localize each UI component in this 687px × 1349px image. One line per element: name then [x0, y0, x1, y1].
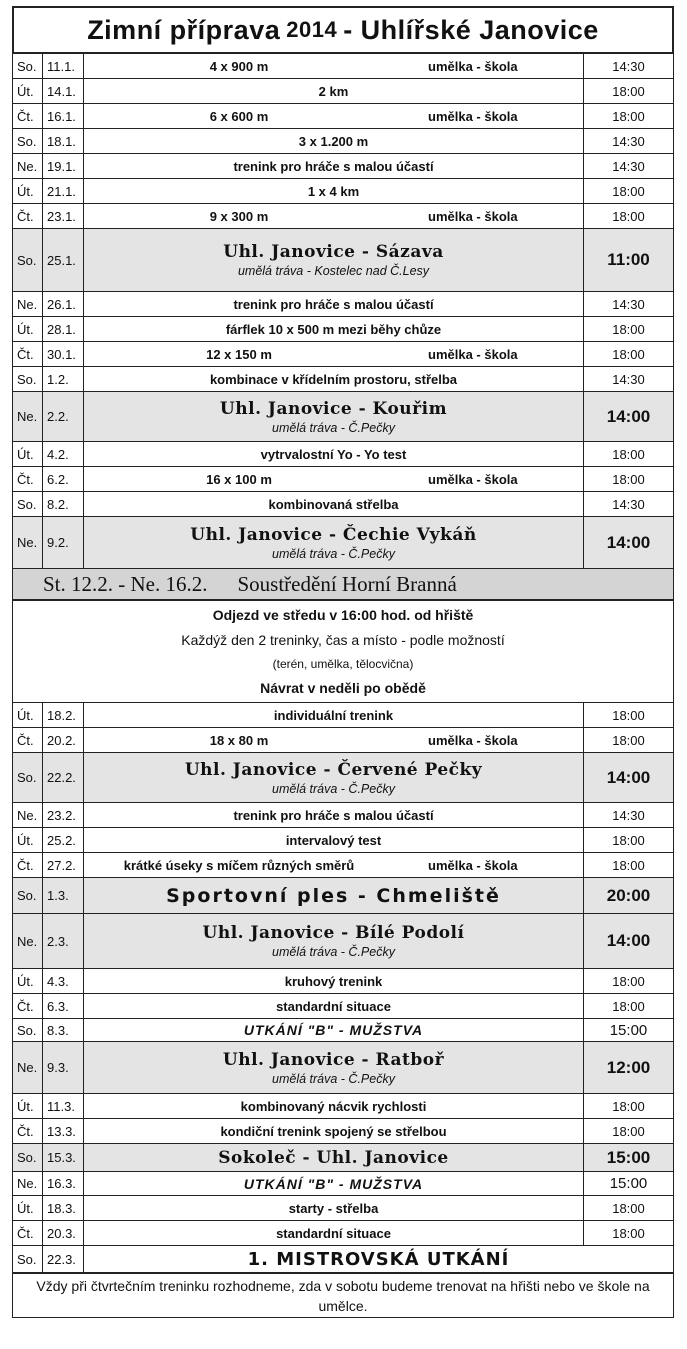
day-cell: So.	[13, 1144, 43, 1171]
activity-label: 1 x 4 km	[307, 183, 360, 199]
training-row	[12, 442, 674, 467]
time-cell: 11:00	[607, 250, 650, 269]
group-february-3	[12, 803, 674, 878]
activity-label: standardní situace	[276, 1225, 391, 1241]
date-cell: 2.2.	[43, 392, 84, 441]
activity-cell	[84, 129, 584, 153]
time-cell: 14:00	[606, 532, 651, 552]
training-row	[12, 54, 674, 79]
match-cell	[84, 229, 584, 291]
activity-cell	[84, 1196, 584, 1220]
group-january-1	[12, 54, 674, 229]
activity-label: trenink pro hráče s malou účastí	[233, 807, 434, 823]
training-row	[12, 367, 674, 392]
time-cell: 18:00	[612, 973, 645, 989]
camp-places: (terén, umělka, tělocvična)	[272, 656, 414, 671]
training-row	[12, 1094, 674, 1119]
time-cell: 14:00	[606, 406, 651, 426]
day-cell: Ne.	[13, 803, 43, 827]
ball-title: Sportovní ples - Chmeliště	[84, 878, 584, 913]
activity-cell	[84, 79, 584, 103]
time-cell: 18:00	[612, 1098, 645, 1114]
date-cell: 4.3.	[43, 969, 84, 993]
date-cell: 19.1.	[43, 154, 84, 178]
match-row	[12, 753, 674, 803]
venue-label: umělka - škola	[428, 108, 518, 124]
activity-cell	[84, 703, 584, 727]
date-cell: 9.2.	[43, 517, 84, 568]
day-cell: Ne.	[13, 1042, 43, 1093]
date-cell: 25.2.	[43, 828, 84, 852]
day-cell: So.	[13, 229, 43, 291]
activity-cell	[84, 1221, 584, 1245]
footer-note: Vždy při čtvrtečním treninku rozhodneme, zda v sobotu budeme trenovat na hřišti nebo ve škole na umělce.	[12, 1274, 674, 1318]
activity-cell	[84, 1119, 584, 1143]
date-cell: 14.1.	[43, 79, 84, 103]
camp-return: Návrat v neděli po obědě	[260, 679, 426, 696]
venue-label: umělka - škola	[428, 732, 518, 748]
training-row	[12, 969, 674, 994]
training-row	[12, 467, 674, 492]
group-march-2	[12, 1094, 674, 1144]
day-cell: So.	[13, 492, 43, 516]
day-cell: Ne.	[13, 517, 43, 568]
day-cell: So.	[13, 54, 43, 78]
match-location: umělá tráva - Č.Pečky	[272, 945, 395, 959]
time-cell: 14:30	[612, 371, 645, 387]
activity-cell	[84, 969, 584, 993]
activity-cell	[84, 803, 584, 827]
time-cell: 18:00	[612, 1123, 645, 1139]
day-cell: Ne.	[13, 1172, 43, 1195]
title-year: 2014	[286, 17, 338, 42]
match-cell	[84, 753, 584, 802]
b-team-match: UTKÁNÍ "B" - MUŽSTVA	[84, 1172, 584, 1195]
match-title: Sokoleč - Uhl. Janovice	[218, 1147, 449, 1168]
activity-label: starty - střelba	[288, 1200, 379, 1216]
day-cell: Čt.	[13, 204, 43, 228]
activity-cell	[84, 467, 584, 491]
date-cell: 25.1.	[43, 229, 84, 291]
day-cell: Čt.	[13, 342, 43, 366]
date-cell: 20.2.	[43, 728, 84, 752]
venue-label: umělka - škola	[428, 857, 518, 873]
day-cell: Út.	[13, 79, 43, 103]
match-row	[12, 392, 674, 442]
day-cell: So.	[13, 1019, 43, 1041]
activity-cell	[84, 54, 584, 78]
date-cell: 15.3.	[43, 1144, 84, 1171]
group-february-2	[12, 703, 674, 753]
match-row	[12, 229, 674, 292]
time-cell: 18:00	[612, 346, 645, 362]
training-row	[12, 129, 674, 154]
activity-label: 4 x 900 m	[209, 58, 269, 74]
training-row	[12, 1221, 674, 1246]
activity-cell	[84, 104, 584, 128]
time-cell: 15:00	[609, 1021, 648, 1039]
date-cell: 23.1.	[43, 204, 84, 228]
activity-label: kruhový trenink	[284, 973, 383, 989]
training-row	[12, 994, 674, 1019]
day-cell: Čt.	[13, 728, 43, 752]
date-cell: 16.3.	[43, 1172, 84, 1195]
training-row	[12, 828, 674, 853]
match-cell	[84, 517, 584, 568]
date-cell: 4.2.	[43, 442, 84, 466]
camp-info	[12, 601, 674, 703]
date-cell: 21.1.	[43, 179, 84, 203]
match-row	[12, 1042, 674, 1094]
date-cell: 27.2.	[43, 853, 84, 877]
date-cell: 8.3.	[43, 1019, 84, 1041]
day-cell: Út.	[13, 317, 43, 341]
match-cell	[84, 392, 584, 441]
time-cell: 14:30	[612, 133, 645, 149]
time-cell: 18:00	[612, 732, 645, 748]
match-title: Uhl. Janovice - Ratboř	[222, 1049, 445, 1070]
training-row	[12, 154, 674, 179]
time-cell: 18:00	[612, 108, 645, 124]
training-row	[12, 292, 674, 317]
title-place: - Uhlířské Janovice	[343, 14, 599, 45]
activity-label: trenink pro hráče s malou účastí	[233, 158, 434, 174]
camp-title: Soustředění Horní Branná	[237, 571, 457, 596]
activity-label: 16 x 100 m	[206, 471, 272, 487]
activity-cell	[84, 342, 584, 366]
activity-label: intervalový test	[285, 832, 382, 848]
match-location: umělá tráva - Č.Pečky	[272, 781, 395, 796]
time-cell: 14:00	[606, 931, 651, 950]
date-cell: 11.1.	[43, 54, 84, 78]
match-row	[12, 1144, 674, 1172]
time-cell: 20:00	[606, 885, 651, 905]
camp-dates: St. 12.2. - Ne. 16.2.	[43, 571, 208, 596]
time-cell: 18:00	[612, 707, 645, 723]
activity-label: fárflek 10 x 500 m mezi běhy chůze	[225, 321, 442, 337]
date-cell: 22.2.	[43, 753, 84, 802]
venue-label: umělka - škola	[428, 346, 518, 362]
activity-label: kombinovaný nácvik rychlosti	[240, 1098, 427, 1114]
date-cell: 9.3.	[43, 1042, 84, 1093]
activity-cell	[84, 1094, 584, 1118]
activity-label: kondiční trenink spojený se střelbou	[220, 1123, 447, 1139]
activity-cell	[84, 994, 584, 1018]
venue-label: umělka - škola	[428, 58, 518, 74]
day-cell: Út.	[13, 1094, 43, 1118]
training-row	[12, 728, 674, 753]
match-title: Uhl. Janovice - Sázava	[223, 242, 444, 262]
day-cell: So.	[13, 1246, 43, 1272]
day-cell: Ne.	[13, 154, 43, 178]
activity-cell	[84, 292, 584, 316]
activity-label: standardní situace	[276, 998, 391, 1014]
training-row	[12, 1196, 674, 1221]
activity-cell	[84, 179, 584, 203]
venue-label: umělka - škola	[428, 471, 518, 487]
time-cell: 18:00	[612, 832, 645, 848]
day-cell: So.	[13, 367, 43, 391]
date-cell: 16.1.	[43, 104, 84, 128]
training-row	[12, 1119, 674, 1144]
b-team-match: UTKÁNÍ "B" - MUŽSTVA	[84, 1019, 584, 1041]
training-row	[12, 342, 674, 367]
match-title: Uhl. Janovice - Bílé Podolí	[202, 923, 465, 943]
date-cell: 26.1.	[43, 292, 84, 316]
day-cell: Ne.	[13, 914, 43, 968]
day-cell: Út.	[13, 1196, 43, 1220]
date-cell: 28.1.	[43, 317, 84, 341]
date-cell: 6.2.	[43, 467, 84, 491]
match-title: Uhl. Janovice - Červené Pečky	[184, 759, 483, 780]
day-cell: Út.	[13, 703, 43, 727]
training-row	[12, 703, 674, 728]
activity-label: 18 x 80 m	[209, 732, 269, 748]
match-location: umělá tráva - Č.Pečky	[272, 546, 395, 561]
activity-label: 9 x 300 m	[209, 208, 269, 224]
date-cell: 1.2.	[43, 367, 84, 391]
time-cell: 15:00	[609, 1175, 648, 1192]
activity-label: 2 km	[318, 83, 349, 99]
activity-cell	[84, 442, 584, 466]
championship-row	[12, 1246, 674, 1274]
time-cell: 18:00	[612, 446, 645, 462]
match-location: umělá tráva - Kostelec nad Č.Lesy	[237, 264, 430, 278]
day-cell: Út.	[13, 442, 43, 466]
date-cell: 18.1.	[43, 129, 84, 153]
group-march-3	[12, 1196, 674, 1246]
date-cell: 20.3.	[43, 1221, 84, 1245]
day-cell: So.	[13, 753, 43, 802]
activity-label: individuální trenink	[273, 707, 394, 723]
day-cell: Čt.	[13, 994, 43, 1018]
day-cell: Út.	[13, 179, 43, 203]
time-cell: 15:00	[606, 1147, 651, 1167]
time-cell: 14:30	[612, 807, 645, 823]
camp-trainings: Každýž den 2 treninky, čas a místo - podle možností	[181, 632, 505, 649]
date-cell: 30.1.	[43, 342, 84, 366]
day-cell: Út.	[13, 969, 43, 993]
activity-cell	[84, 317, 584, 341]
activity-cell	[84, 154, 584, 178]
time-cell: 18:00	[612, 208, 645, 224]
day-cell: Ne.	[13, 392, 43, 441]
match-title: Uhl. Janovice - Čechie Vykáň	[190, 524, 477, 545]
match-cell	[84, 1042, 584, 1093]
match-row	[12, 517, 674, 569]
training-camp-banner	[12, 569, 674, 601]
time-cell: 14:30	[612, 58, 645, 74]
training-row	[12, 492, 674, 517]
date-cell: 18.2.	[43, 703, 84, 727]
group-january-2	[12, 292, 674, 392]
page-title	[12, 6, 674, 54]
day-cell: Čt.	[13, 1119, 43, 1143]
activity-label: 3 x 1.200 m	[298, 133, 369, 149]
training-row	[12, 104, 674, 129]
activity-label: kombinovaná střelba	[268, 496, 399, 512]
camp-departure: Odjezd ve středu v 16:00 hod. od hřiště	[212, 607, 474, 624]
match-location: umělá tráva - Č.Pečky	[272, 420, 395, 435]
match-title: Uhl. Janovice - Kouřim	[219, 398, 448, 419]
championship-title: 1. MISTROVSKÁ UTKÁNÍ	[247, 1248, 510, 1270]
match-row	[12, 914, 674, 969]
training-row	[12, 317, 674, 342]
date-cell: 6.3.	[43, 994, 84, 1018]
time-cell: 14:30	[612, 296, 645, 312]
match-cell	[84, 914, 584, 968]
time-cell: 18:00	[612, 83, 645, 99]
time-cell: 18:00	[612, 471, 645, 487]
activity-label: 6 x 600 m	[209, 108, 269, 124]
group-february-1	[12, 442, 674, 517]
date-cell: 23.2.	[43, 803, 84, 827]
date-cell: 11.3.	[43, 1094, 84, 1118]
date-cell: 18.3.	[43, 1196, 84, 1220]
day-cell: Čt.	[13, 853, 43, 877]
time-cell: 14:00	[606, 767, 651, 787]
activity-cell	[84, 828, 584, 852]
time-cell: 18:00	[612, 1225, 645, 1241]
activity-label: vytrvalostní Yo - Yo test	[260, 446, 407, 462]
date-cell: 1.3.	[43, 878, 84, 913]
day-cell: So.	[13, 878, 43, 913]
b-team-row	[12, 1172, 674, 1196]
activity-cell	[84, 853, 584, 877]
match-location: umělá tráva - Č.Pečky	[272, 1071, 395, 1086]
day-cell: Ne.	[13, 292, 43, 316]
group-march-1	[12, 969, 674, 1019]
schedule-sheet	[12, 6, 674, 1318]
title-main: Zimní příprava	[87, 14, 281, 45]
time-cell: 18:00	[612, 321, 645, 337]
date-cell: 2.3.	[43, 914, 84, 968]
time-cell: 18:00	[612, 998, 645, 1014]
activity-label: 12 x 150 m	[206, 346, 272, 362]
training-row	[12, 79, 674, 104]
training-row	[12, 853, 674, 878]
training-row	[12, 204, 674, 229]
time-cell: 18:00	[612, 857, 645, 873]
venue-label: umělka - škola	[428, 208, 518, 224]
date-cell: 22.3.	[43, 1246, 84, 1272]
ball-row	[12, 878, 674, 914]
training-row	[12, 803, 674, 828]
match-cell	[84, 1144, 584, 1171]
training-row	[12, 179, 674, 204]
activity-cell	[84, 367, 584, 391]
time-cell: 14:30	[612, 496, 645, 512]
day-cell: Čt.	[13, 467, 43, 491]
day-cell: So.	[13, 129, 43, 153]
day-cell: Út.	[13, 828, 43, 852]
time-cell: 14:30	[612, 158, 645, 174]
b-team-row	[12, 1019, 674, 1042]
day-cell: Čt.	[13, 1221, 43, 1245]
activity-label: kombinace v křídelním prostoru, střelba	[209, 371, 458, 387]
date-cell: 8.2.	[43, 492, 84, 516]
activity-cell	[84, 728, 584, 752]
activity-label: krátké úseky s míčem různých směrů	[123, 857, 355, 873]
time-cell: 18:00	[612, 183, 645, 199]
activity-cell	[84, 492, 584, 516]
time-cell: 18:00	[612, 1200, 645, 1216]
activity-label: trenink pro hráče s malou účastí	[233, 296, 434, 312]
day-cell: Čt.	[13, 104, 43, 128]
time-cell: 12:00	[606, 1057, 651, 1077]
date-cell: 13.3.	[43, 1119, 84, 1143]
activity-cell	[84, 204, 584, 228]
